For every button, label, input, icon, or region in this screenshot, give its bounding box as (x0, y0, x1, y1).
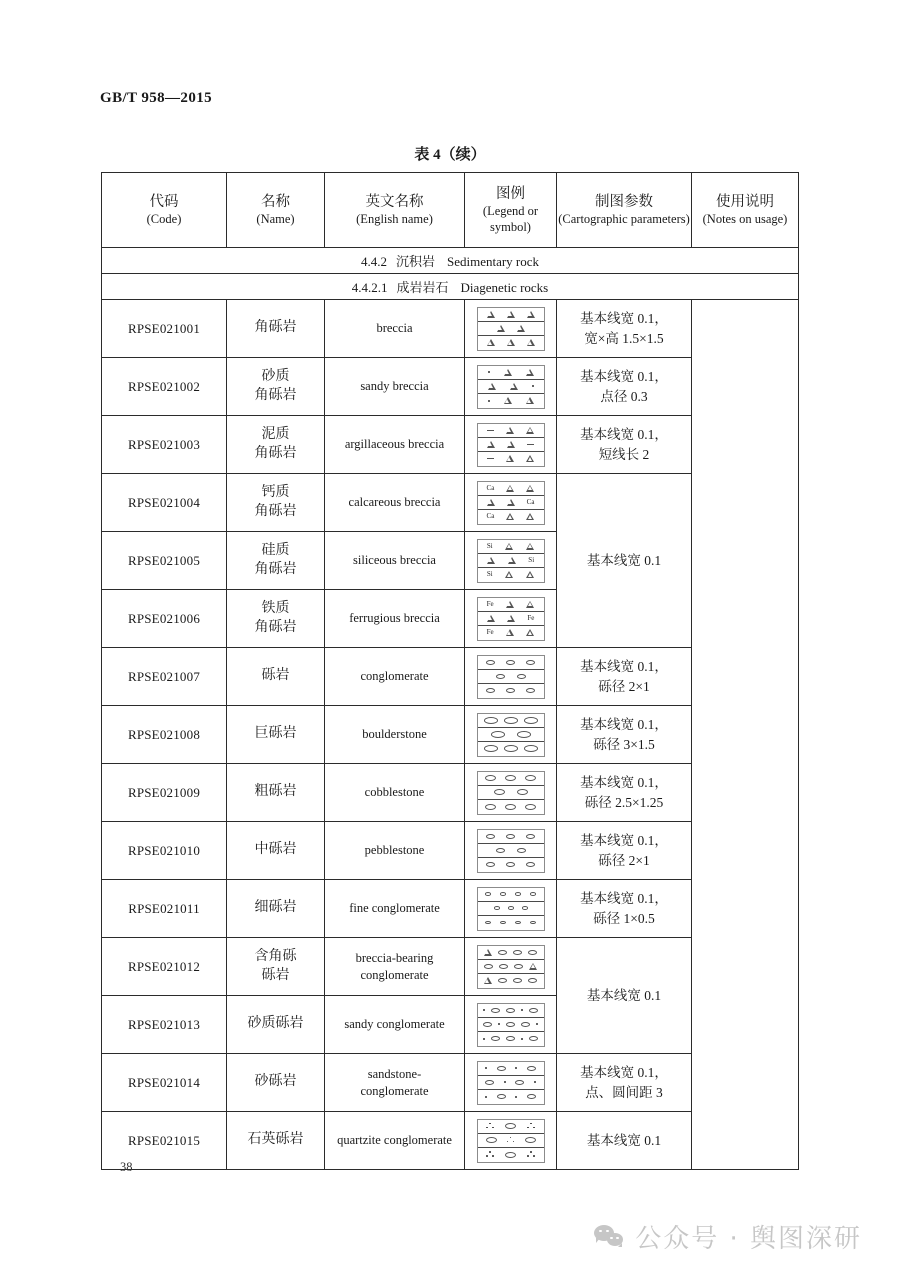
cell-legend (465, 300, 557, 358)
parameter-line: 基本线宽 0.1 (586, 1132, 662, 1148)
cell-name (227, 300, 325, 358)
cell-legend (465, 648, 557, 706)
watermark (594, 1218, 862, 1255)
column-header-0 (102, 173, 227, 248)
cell-name-line: 钙质 (261, 484, 290, 500)
cell-english-line: conglomerate (360, 1083, 429, 1098)
parameter-line: 砾径 2×1 (598, 678, 650, 694)
cell-code: RPSE021010 (102, 822, 227, 880)
cell-legend (465, 416, 557, 474)
parameter-line: 砾径 1×0.5 (593, 910, 655, 926)
parameter-line: 基本线宽 0.1， (580, 369, 668, 385)
column-header-cn: 使用说明 (716, 193, 774, 210)
table-header-row (102, 173, 799, 248)
parameter-line: 宽×高 1.5×1.5 (584, 330, 664, 346)
legend-symbol-breccia (465, 307, 556, 351)
legend-symbol-breccia-bearing-conglomerate (465, 945, 556, 989)
cell-legend (465, 1054, 557, 1112)
table-caption: 表 4（续） (414, 147, 486, 163)
section-name-en: Sedimentary rock (446, 254, 540, 269)
parameter-line: 基本线宽 0.1， (580, 717, 668, 733)
cell-cartographic-parameters (557, 648, 692, 706)
cell-english-name (325, 822, 465, 880)
cell-english-name (325, 416, 465, 474)
cell-legend (465, 938, 557, 996)
cell-english-line: siliceous breccia (353, 553, 436, 568)
cell-code: RPSE021009 (102, 764, 227, 822)
table-row (102, 300, 799, 358)
cell-english-name (325, 532, 465, 590)
legend-symbol-siliceous-breccia: Si Si Si (465, 539, 556, 583)
cell-cartographic-parameters (557, 1054, 692, 1112)
cell-code: RPSE021001 (102, 300, 227, 358)
parameter-line: 点、圆间距 3 (585, 1084, 663, 1100)
cell-name-line: 砾岩 (261, 967, 290, 983)
cell-english-name (325, 880, 465, 938)
cell-cartographic-parameters (557, 938, 692, 1054)
cell-english-line: sandy conglomerate (344, 1017, 445, 1032)
cell-legend (465, 1112, 557, 1170)
section-heading (102, 274, 799, 300)
cell-cartographic-parameters (557, 1112, 692, 1170)
column-header-cn: 英文名称 (365, 193, 424, 210)
legend-symbol-sandstone-conglomerate (465, 1061, 556, 1105)
parameter-line: 砾径 3×1.5 (593, 736, 655, 752)
cell-name (227, 706, 325, 764)
cell-english-line: cobblestone (364, 785, 425, 800)
parameter-line: 基本线宽 0.1， (580, 311, 668, 327)
cell-name (227, 358, 325, 416)
cell-legend (465, 474, 557, 532)
cell-name-line: 中砾岩 (254, 842, 297, 858)
section-row-4.4.2 (102, 248, 799, 274)
section-number: 4.4.2.1 (351, 280, 388, 295)
cell-english-line: pebblestone (364, 843, 425, 858)
parameter-line: 基本线宽 0.1 (586, 987, 662, 1003)
column-header-1 (227, 173, 325, 248)
cell-name (227, 1054, 325, 1112)
cell-name (227, 416, 325, 474)
cell-notes-on-usage (692, 300, 799, 1170)
section-number: 4.4.2 (360, 254, 387, 269)
column-header-en: (Legend or symbol) (482, 204, 539, 235)
cell-name-line: 砾岩 (261, 668, 290, 684)
cell-english-name (325, 1054, 465, 1112)
cell-english-line: quartzite conglomerate (337, 1133, 452, 1148)
cell-cartographic-parameters (557, 706, 692, 764)
cell-code: RPSE021004 (102, 474, 227, 532)
parameter-line: 基本线宽 0.1， (580, 833, 668, 849)
legend-symbol-argillaceous-breccia (465, 423, 556, 467)
cell-code: RPSE021011 (102, 880, 227, 938)
table-body (102, 173, 799, 1170)
cell-legend (465, 880, 557, 938)
section-heading (102, 248, 799, 274)
parameter-line: 短线长 2 (598, 446, 650, 462)
column-header-en: (Code) (146, 212, 182, 227)
cell-english-name (325, 474, 465, 532)
column-header-2 (325, 173, 465, 248)
column-header-en: (English name) (356, 212, 433, 227)
parameter-line: 基本线宽 0.1， (580, 427, 668, 443)
cell-name-line: 含角砾 (254, 948, 297, 964)
cell-name-line: 角砾岩 (254, 619, 297, 635)
cell-name (227, 648, 325, 706)
cell-name (227, 532, 325, 590)
cell-cartographic-parameters (557, 764, 692, 822)
parameter-line: 点径 0.3 (600, 388, 648, 404)
cell-english-line: calcareous breccia (348, 495, 441, 510)
cell-cartographic-parameters (557, 474, 692, 648)
cell-name-line: 角砾岩 (254, 503, 297, 519)
cell-english-line: conglomerate (360, 669, 429, 684)
cell-legend (465, 996, 557, 1054)
legend-symbol-fine-conglomerate (465, 887, 556, 931)
section-name-en: Diagenetic rocks (460, 280, 549, 295)
cell-english-line: boulderstone (362, 727, 427, 742)
cell-legend (465, 358, 557, 416)
cell-name-line: 泥质 (261, 426, 290, 442)
legend-symbol-pebblestone (465, 829, 556, 873)
cell-name-line: 粗砾岩 (254, 784, 297, 800)
parameter-line: 砾径 2×1 (598, 852, 650, 868)
cell-legend (465, 764, 557, 822)
column-header-5 (692, 173, 799, 248)
cell-name-line: 砂质砾岩 (247, 1016, 304, 1032)
cell-cartographic-parameters (557, 822, 692, 880)
cell-english-name (325, 590, 465, 648)
cell-code: RPSE021014 (102, 1054, 227, 1112)
cell-name-line: 角砾岩 (254, 387, 297, 403)
column-header-en: (Name) (256, 212, 295, 227)
cell-name (227, 474, 325, 532)
cell-english-line: sandstone- (367, 1066, 422, 1081)
cell-name-line: 石英砾岩 (247, 1132, 304, 1148)
legend-symbol-cobblestone (465, 771, 556, 815)
cell-name-line: 砂质 (261, 368, 290, 384)
cell-english-name (325, 358, 465, 416)
cell-name (227, 880, 325, 938)
section-name-cn: 沉积岩 (395, 254, 435, 269)
legend-symbol-quartzite-conglomerate (465, 1119, 556, 1163)
cell-english-name (325, 996, 465, 1054)
parameter-line: 基本线宽 0.1， (580, 891, 668, 907)
cell-cartographic-parameters (557, 358, 692, 416)
cell-english-line: ferrugious breccia (349, 611, 440, 626)
cell-english-line: breccia (376, 321, 413, 336)
section-row-4.4.2.1 (102, 274, 799, 300)
cell-code: RPSE021013 (102, 996, 227, 1054)
cell-name (227, 938, 325, 996)
cell-code: RPSE021006 (102, 590, 227, 648)
cell-legend (465, 532, 557, 590)
column-header-cn: 制图参数 (595, 193, 653, 210)
cell-code: RPSE021012 (102, 938, 227, 996)
cell-code: RPSE021015 (102, 1112, 227, 1170)
parameter-line: 基本线宽 0.1 (586, 552, 662, 568)
parameter-line: 基本线宽 0.1， (580, 775, 668, 791)
cell-code: RPSE021002 (102, 358, 227, 416)
cell-name-line: 角砾岩 (254, 561, 297, 577)
legend-table (101, 172, 799, 1170)
cell-english-name (325, 300, 465, 358)
cell-cartographic-parameters (557, 300, 692, 358)
cell-english-name (325, 1112, 465, 1170)
parameter-line: 基本线宽 0.1， (580, 659, 668, 675)
cell-legend (465, 590, 557, 648)
cell-english-line: conglomerate (360, 967, 429, 982)
cell-name (227, 590, 325, 648)
legend-symbol-conglomerate (465, 655, 556, 699)
standard-number: GB/T 958—2015 (100, 90, 213, 106)
cell-cartographic-parameters (557, 880, 692, 938)
cell-english-name (325, 938, 465, 996)
section-name-cn: 成岩岩石 (396, 280, 449, 295)
cell-name (227, 996, 325, 1054)
cell-english-name (325, 706, 465, 764)
cell-legend (465, 706, 557, 764)
cell-name-line: 角砾岩 (254, 445, 297, 461)
cell-name-line: 砂砾岩 (254, 1074, 297, 1090)
parameter-line: 砾径 2.5×1.25 (584, 794, 664, 810)
column-header-en: (Notes on usage) (702, 212, 788, 227)
column-header-cn: 名称 (261, 193, 290, 210)
cell-name-line: 硅质 (261, 542, 290, 558)
legend-symbol-ferrugious-breccia: Fe Fe Fe (465, 597, 556, 641)
cell-name (227, 822, 325, 880)
parameter-line: 基本线宽 0.1， (580, 1065, 668, 1081)
column-header-en: (Cartographic parameters) (558, 212, 690, 227)
cell-name-line: 角砾岩 (254, 320, 297, 336)
page-number: 38 (120, 1160, 133, 1174)
cell-english-name (325, 764, 465, 822)
cell-name-line: 铁质 (261, 600, 290, 616)
cell-code: RPSE021005 (102, 532, 227, 590)
cell-name (227, 764, 325, 822)
cell-name-line: 细砾岩 (254, 900, 297, 916)
column-header-4 (557, 173, 692, 248)
cell-english-name (325, 648, 465, 706)
column-header-cn: 代码 (149, 193, 179, 210)
cell-english-line: breccia-bearing (355, 950, 434, 965)
cell-name (227, 1112, 325, 1170)
wechat-icon (594, 1225, 624, 1249)
cell-code: RPSE021008 (102, 706, 227, 764)
cell-name-line: 巨砾岩 (254, 726, 297, 742)
legend-symbol-boulderstone (465, 713, 556, 757)
cell-cartographic-parameters (557, 416, 692, 474)
cell-english-line: fine conglomerate (349, 901, 440, 916)
cell-legend (465, 822, 557, 880)
legend-symbol-sandy-breccia (465, 365, 556, 409)
column-header-cn: 图例 (496, 185, 525, 202)
cell-code: RPSE021007 (102, 648, 227, 706)
cell-code: RPSE021003 (102, 416, 227, 474)
watermark-text: 公众号 · 舆图深研 (635, 1224, 862, 1254)
cell-english-line: argillaceous breccia (344, 437, 445, 452)
legend-symbol-calcareous-breccia: Ca Ca Ca (465, 481, 556, 525)
column-header-3 (465, 173, 557, 248)
cell-english-line: sandy breccia (360, 379, 429, 394)
legend-symbol-sandy-conglomerate (465, 1003, 556, 1047)
